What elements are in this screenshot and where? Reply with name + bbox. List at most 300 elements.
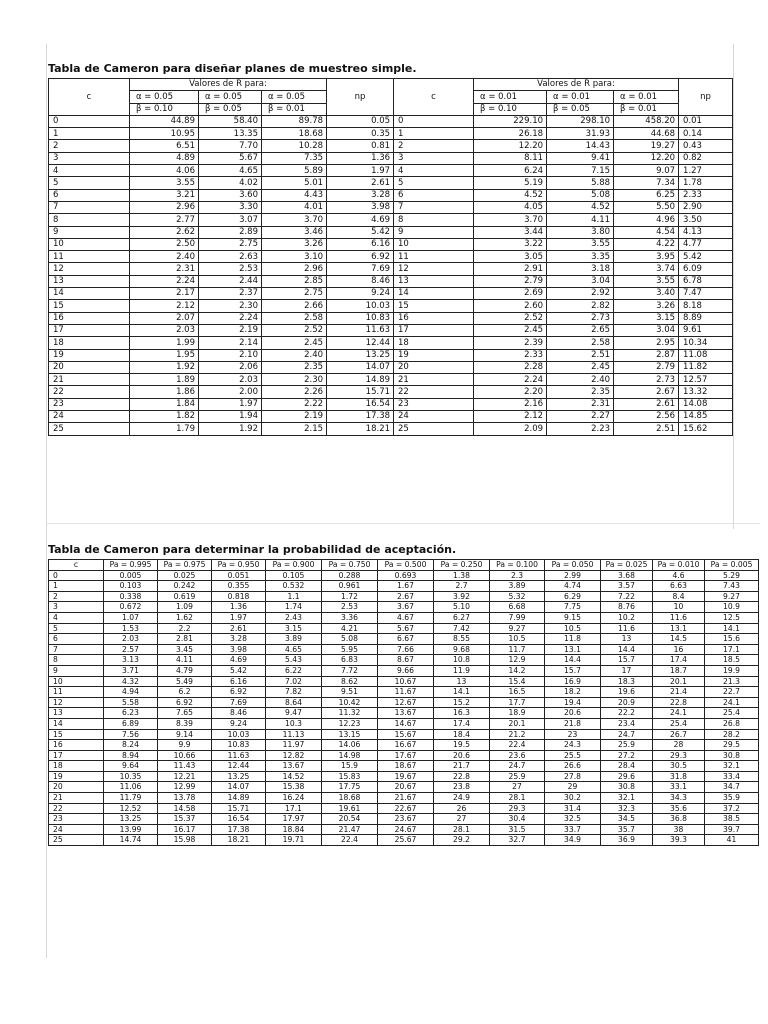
np-value: 8.39 (158, 718, 212, 729)
r-value: 2.07 (130, 312, 199, 324)
np-value: 27.2 (601, 750, 653, 761)
np-value: 6.23 (104, 708, 158, 719)
r-value: 6.24 (474, 165, 547, 177)
r-value: 2.87 (614, 349, 679, 361)
np-value: 13.25 (212, 771, 266, 782)
np-value: 1.36 (212, 602, 266, 613)
table-row (49, 423, 733, 435)
c-value: 2 (49, 140, 130, 152)
r-value: 1.92 (130, 361, 199, 373)
np-value: 12.52 (104, 803, 158, 814)
table-row (49, 771, 759, 782)
c-value: 2 (394, 140, 474, 152)
r-value: 2.50 (130, 238, 199, 250)
page-divider (46, 523, 760, 524)
r-value: 2.31 (547, 398, 614, 410)
np-value: 25.67 (378, 835, 434, 846)
np-value: 38.5 (705, 814, 759, 825)
np-value: 19.9 (705, 665, 759, 676)
r-value: 3.21 (130, 189, 199, 201)
table-row (49, 361, 733, 373)
pa-header: Pa = 0.025 (601, 560, 653, 571)
r-value: 4.54 (614, 226, 679, 238)
np-value: 15.7 (601, 655, 653, 666)
r-value: 44.89 (130, 115, 199, 127)
np-value: 9.51 (322, 687, 378, 698)
np-value: 10.67 (378, 676, 434, 687)
r-value: 26.18 (474, 128, 547, 140)
np-value: 16.17 (158, 824, 212, 835)
r-value: 3.70 (474, 214, 547, 226)
np-value: 7.22 (601, 591, 653, 602)
r-value: 2.44 (199, 275, 262, 287)
beta-label: β = 0.05 (547, 103, 614, 115)
c-value: 23 (394, 398, 474, 410)
r-value: 1.97 (199, 398, 262, 410)
r-value: 58.40 (199, 115, 262, 127)
np-value: 15.38 (266, 782, 322, 793)
c-value: 17 (394, 324, 474, 336)
np-value: 6.2 (158, 687, 212, 698)
np-value: 15.83 (322, 771, 378, 782)
c-value: 16 (49, 740, 104, 751)
np-value: 14.1 (434, 687, 490, 698)
np-value: 9.27 (705, 591, 759, 602)
np-value: 24.9 (434, 793, 490, 804)
np-value: 33.1 (653, 782, 705, 793)
np-value: 26.8 (705, 718, 759, 729)
table-row (49, 201, 733, 213)
r-value: 2.22 (262, 398, 327, 410)
r-value: 2.39 (474, 337, 547, 349)
np-value: 36.8 (653, 814, 705, 825)
table-row (49, 687, 759, 698)
np-value: 10.2 (601, 612, 653, 623)
c-value: 24 (394, 411, 474, 423)
table-row (49, 411, 733, 423)
np-value: 34.7 (705, 782, 759, 793)
r-value: 3.26 (614, 300, 679, 312)
np-value: 0.82 (679, 152, 733, 164)
r-value: 3.30 (199, 201, 262, 213)
np-value: 0.242 (158, 581, 212, 592)
r-value: 6.25 (614, 189, 679, 201)
np-value: 22.4 (322, 835, 378, 846)
c-value: 15 (394, 300, 474, 312)
np-value: 10 (653, 602, 705, 613)
np-value: 20.9 (601, 697, 653, 708)
pa-header: Pa = 0.005 (705, 560, 759, 571)
c-value: 6 (49, 634, 104, 645)
np-value: 18.5 (705, 655, 759, 666)
np-value: 14.07 (212, 782, 266, 793)
np-value: 12.44 (212, 761, 266, 772)
np-value: 3.15 (266, 623, 322, 634)
np-value: 0.105 (266, 570, 322, 581)
r-value: 5.50 (614, 201, 679, 213)
c-value: 6 (49, 189, 130, 201)
r-value: 4.11 (547, 214, 614, 226)
np-value: 2.99 (545, 570, 601, 581)
np-value: 0.619 (158, 591, 212, 602)
np-value: 25.4 (653, 718, 705, 729)
r-value: 2.58 (547, 337, 614, 349)
np-value: 1.07 (104, 612, 158, 623)
np-value: 20.67 (378, 782, 434, 793)
np-value: 18.21 (327, 423, 394, 435)
c-value: 12 (49, 263, 130, 275)
np-value: 13.67 (266, 761, 322, 772)
c-label-right: c (394, 91, 474, 103)
np-value: 11.8 (545, 634, 601, 645)
np-value: 1.53 (104, 623, 158, 634)
cameron-design-table (48, 78, 733, 436)
np-value: 10.34 (679, 337, 733, 349)
np-value: 0.025 (158, 570, 212, 581)
np-value: 14.85 (679, 411, 733, 423)
np-value: 6.16 (212, 676, 266, 687)
np-value: 26.6 (545, 761, 601, 772)
np-value: 15.37 (158, 814, 212, 825)
np-value: 9.14 (158, 729, 212, 740)
np-value: 6.29 (545, 591, 601, 602)
np-value: 15.98 (158, 835, 212, 846)
np-value: 6.92 (327, 251, 394, 263)
np-value: 22.67 (378, 803, 434, 814)
np-value: 11.7 (490, 644, 545, 655)
c-value: 11 (49, 687, 104, 698)
np-value: 17.1 (266, 803, 322, 814)
np-value: 11.13 (266, 729, 322, 740)
np-value: 15.4 (490, 676, 545, 687)
r-value: 2.89 (199, 226, 262, 238)
table-row (49, 251, 733, 263)
c-value: 16 (49, 312, 130, 324)
np-value: 13.67 (378, 708, 434, 719)
c-value: 0 (394, 115, 474, 127)
np-value: 11.08 (679, 349, 733, 361)
r-value: 2.14 (199, 337, 262, 349)
np-value: 18.68 (322, 793, 378, 804)
r-value: 12.20 (614, 152, 679, 164)
c-value: 10 (49, 238, 130, 250)
r-value: 2.23 (547, 423, 614, 435)
c-value: 16 (394, 312, 474, 324)
np-value: 38 (653, 824, 705, 835)
np-value: 22.8 (653, 697, 705, 708)
r-value: 4.05 (474, 201, 547, 213)
np-value: 0.35 (327, 128, 394, 140)
c-value: 20 (49, 361, 130, 373)
np-value: 4.6 (653, 570, 705, 581)
c-header-left (49, 79, 130, 91)
np-value: 41 (705, 835, 759, 846)
np-value: 12.9 (490, 655, 545, 666)
np-value: 7.69 (327, 263, 394, 275)
r-value: 2.26 (262, 386, 327, 398)
c-value: 5 (394, 177, 474, 189)
np-value: 14.89 (327, 374, 394, 386)
np-value: 10.83 (327, 312, 394, 324)
np-value: 1.62 (158, 612, 212, 623)
np-value: 5.10 (434, 602, 490, 613)
c-value: 1 (49, 581, 104, 592)
c-value: 20 (49, 782, 104, 793)
np-value: 27 (434, 814, 490, 825)
np-value: 0.288 (322, 570, 378, 581)
np-value: 15.7 (545, 665, 601, 676)
c-value: 4 (394, 165, 474, 177)
np-value: 7.42 (434, 623, 490, 634)
table-row (49, 374, 733, 386)
r-value: 2.62 (130, 226, 199, 238)
np-value: 7.66 (378, 644, 434, 655)
r-value: 2.27 (547, 411, 614, 423)
r-value: 44.68 (614, 128, 679, 140)
np-value: 23.4 (601, 718, 653, 729)
np-value: 11.6 (601, 623, 653, 634)
np-value: 34.3 (653, 793, 705, 804)
table-row (49, 386, 733, 398)
np-value: 13.25 (327, 349, 394, 361)
r-value: 3.40 (614, 288, 679, 300)
np-value: 4.65 (266, 644, 322, 655)
np-value: 14.1 (705, 623, 759, 634)
np-value: 4.32 (104, 676, 158, 687)
r-value: 2.30 (262, 374, 327, 386)
r-value: 2.58 (262, 312, 327, 324)
np-value: 5.67 (378, 623, 434, 634)
r-value: 2.56 (614, 411, 679, 423)
r-value: 3.26 (262, 238, 327, 250)
np-value: 28.1 (490, 793, 545, 804)
np-value: 17.1 (705, 644, 759, 655)
np-value: 30.8 (601, 782, 653, 793)
np-value: 16.3 (434, 708, 490, 719)
r-value: 1.82 (130, 411, 199, 423)
np-value: 14.89 (212, 793, 266, 804)
c-value: 3 (49, 152, 130, 164)
r-value: 2.19 (262, 411, 327, 423)
np-header-spacer (679, 103, 733, 115)
c-value: 19 (49, 349, 130, 361)
c-value: 12 (394, 263, 474, 275)
np-value: 7.47 (679, 288, 733, 300)
c-header: c (49, 560, 104, 571)
c-value: 2 (49, 591, 104, 602)
np-value: 21.4 (653, 687, 705, 698)
table-row (49, 793, 759, 804)
c-value: 13 (49, 275, 130, 287)
c-value: 14 (394, 288, 474, 300)
table-row (49, 634, 759, 645)
r-value: 2.69 (474, 288, 547, 300)
r-value: 1.84 (130, 398, 199, 410)
np-value: 10.8 (434, 655, 490, 666)
c-value: 10 (49, 676, 104, 687)
np-value: 0.338 (104, 591, 158, 602)
np-value: 14.52 (266, 771, 322, 782)
np-value: 16.9 (545, 676, 601, 687)
c-value: 14 (49, 718, 104, 729)
np-value: 21.2 (490, 729, 545, 740)
table-row (49, 676, 759, 687)
np-value: 23.8 (434, 782, 490, 793)
r-value: 10.95 (130, 128, 199, 140)
np-value: 7.65 (158, 708, 212, 719)
np-value: 28 (653, 740, 705, 751)
r-value: 3.05 (474, 251, 547, 263)
np-value: 39.7 (705, 824, 759, 835)
np-value: 5.95 (322, 644, 378, 655)
r-value: 2.28 (474, 361, 547, 373)
table-row (49, 263, 733, 275)
np-value: 20.1 (653, 676, 705, 687)
np-value: 11.43 (158, 761, 212, 772)
np-value: 2.90 (679, 201, 733, 213)
table-row (49, 226, 733, 238)
r-value: 5.89 (262, 165, 327, 177)
r-value: 3.15 (614, 312, 679, 324)
np-value: 17.97 (266, 814, 322, 825)
c-value: 8 (49, 214, 130, 226)
np-value: 4.11 (158, 655, 212, 666)
table-row (49, 761, 759, 772)
np-value: 2.03 (104, 634, 158, 645)
alpha-label: α = 0.05 (262, 91, 327, 103)
np-value: 26 (434, 803, 490, 814)
np-value: 30.5 (653, 761, 705, 772)
np-value: 4.74 (545, 581, 601, 592)
r-value: 2.79 (474, 275, 547, 287)
r-value: 2.60 (474, 300, 547, 312)
np-value: 14.08 (679, 398, 733, 410)
np-value: 14.4 (545, 655, 601, 666)
np-value: 28.4 (601, 761, 653, 772)
np-value: 3.13 (104, 655, 158, 666)
np-value: 9.68 (434, 644, 490, 655)
table-row (49, 750, 759, 761)
np-value: 30.2 (545, 793, 601, 804)
table-row (49, 337, 733, 349)
alpha-label: α = 0.05 (130, 91, 199, 103)
np-value: 6.92 (212, 687, 266, 698)
page-border-right (733, 44, 734, 529)
np-value: 33.7 (545, 824, 601, 835)
np-value: 17.75 (322, 782, 378, 793)
r-value: 1.86 (130, 386, 199, 398)
np-value: 0.051 (212, 570, 266, 581)
r-value: 2.63 (199, 251, 262, 263)
np-value: 9.47 (266, 708, 322, 719)
table-row (49, 591, 759, 602)
np-value: 12.99 (158, 782, 212, 793)
np-value: 3.28 (327, 189, 394, 201)
np-value: 8.55 (434, 634, 490, 645)
np-value: 13 (434, 676, 490, 687)
table-row (49, 718, 759, 729)
r-value: 2.31 (130, 263, 199, 275)
np-value: 17.38 (327, 411, 394, 423)
np-value: 5.29 (705, 570, 759, 581)
r-value: 3.55 (614, 275, 679, 287)
np-value: 30.4 (490, 814, 545, 825)
np-value: 15.2 (434, 697, 490, 708)
np-value: 5.43 (266, 655, 322, 666)
np-value: 21.3 (705, 676, 759, 687)
np-value: 25.4 (705, 708, 759, 719)
c-header-right (394, 79, 474, 91)
np-value: 29.6 (601, 771, 653, 782)
table-row (49, 152, 733, 164)
np-value: 9.61 (679, 324, 733, 336)
np-value: 0.961 (322, 581, 378, 592)
np-value: 4.94 (104, 687, 158, 698)
np-value: 17.67 (378, 750, 434, 761)
r-value: 3.10 (262, 251, 327, 263)
np-value: 14.4 (601, 644, 653, 655)
r-value: 5.88 (547, 177, 614, 189)
r-value: 7.70 (199, 140, 262, 152)
np-value: 2.61 (212, 623, 266, 634)
r-value: 2.00 (199, 386, 262, 398)
pa-header: Pa = 0.975 (158, 560, 212, 571)
r-value: 2.91 (474, 263, 547, 275)
np-value: 28.2 (705, 729, 759, 740)
np-value: 31.8 (653, 771, 705, 782)
np-value: 2.57 (104, 644, 158, 655)
c-value: 18 (49, 761, 104, 772)
r-value: 8.11 (474, 152, 547, 164)
r-value: 3.07 (199, 214, 262, 226)
r-value: 2.03 (199, 374, 262, 386)
alpha-label: α = 0.01 (547, 91, 614, 103)
np-value: 6.78 (679, 275, 733, 287)
np-value: 0.693 (378, 570, 434, 581)
np-value: 1.1 (266, 591, 322, 602)
r-value: 31.93 (547, 128, 614, 140)
r-value: 2.40 (262, 349, 327, 361)
c-header-spacer (394, 103, 474, 115)
c-value: 1 (49, 128, 130, 140)
r-value: 3.22 (474, 238, 547, 250)
np-value: 10.83 (212, 740, 266, 751)
r-value: 10.28 (262, 140, 327, 152)
np-value: 15.71 (327, 386, 394, 398)
np-value: 21.7 (434, 761, 490, 772)
c-value: 25 (49, 423, 130, 435)
np-value: 12.67 (378, 697, 434, 708)
np-value: 6.92 (158, 697, 212, 708)
r-value: 19.27 (614, 140, 679, 152)
np-value: 11.79 (104, 793, 158, 804)
np-value: 14.07 (327, 361, 394, 373)
np-value: 1.67 (378, 581, 434, 592)
np-value: 14.5 (653, 634, 705, 645)
r-value: 1.79 (130, 423, 199, 435)
np-value: 12.21 (158, 771, 212, 782)
r-value: 3.55 (130, 177, 199, 189)
table-row (49, 835, 759, 846)
r-value: 89.78 (262, 115, 327, 127)
c-value: 6 (394, 189, 474, 201)
table1-header-row-1 (49, 79, 733, 91)
r-value: 9.41 (547, 152, 614, 164)
c-value: 22 (49, 803, 104, 814)
np-value: 21.47 (322, 824, 378, 835)
c-value: 9 (49, 665, 104, 676)
c-value: 13 (394, 275, 474, 287)
